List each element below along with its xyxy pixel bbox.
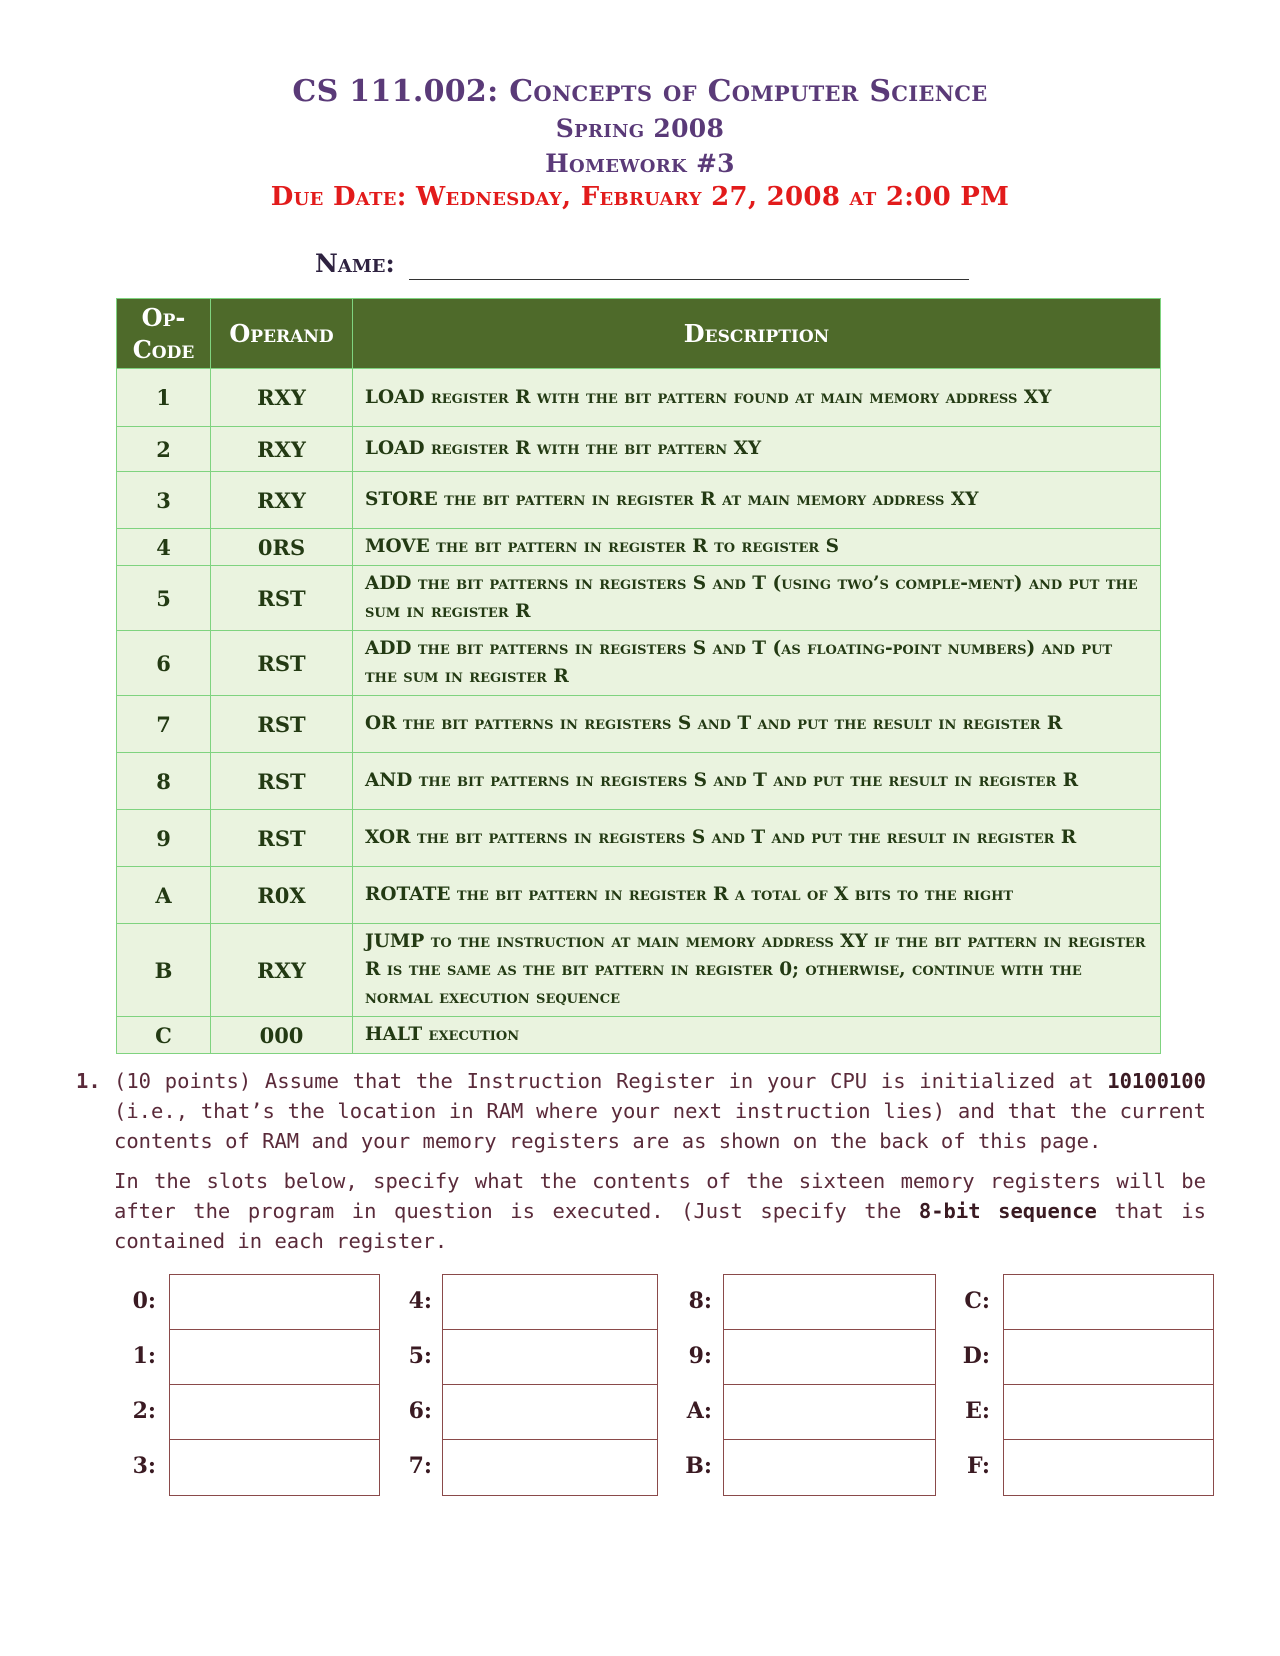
register-answer-box[interactable] — [1003, 1384, 1214, 1441]
col-header-opcode: Op-Code — [117, 299, 211, 369]
register-answer-box[interactable] — [442, 1384, 658, 1441]
operand-cell: RXY — [211, 924, 353, 1017]
operand-cell: RST — [211, 566, 353, 631]
operand-cell: RXY — [211, 472, 353, 529]
description-cell: HALT execution — [353, 1017, 1161, 1054]
opcode-cell: A — [117, 867, 211, 924]
description-cell: MOVE the bit pattern in register R to register S — [353, 529, 1161, 566]
register-answer-box[interactable] — [1003, 1274, 1214, 1331]
register-answer-box[interactable] — [723, 1439, 936, 1496]
question-paragraph-1: (10 points) Assume that the Instruction Register in your CPU is initialized at 10100100 (i.e., that’s the location in RAM where your next instruction lies) and that the current contents of RAM and your memory registers are as shown on the back of this page. — [114, 1069, 1206, 1153]
operand-cell: RST — [211, 753, 353, 810]
operand-cell: RST — [211, 810, 353, 867]
opcode-cell: 9 — [117, 810, 211, 867]
register-answer-box[interactable] — [169, 1274, 380, 1331]
register-label: 6: — [408, 1398, 432, 1424]
name-field-line[interactable] — [409, 279, 969, 280]
register-label: E: — [965, 1398, 990, 1424]
operand-cell: RST — [211, 696, 353, 753]
opcode-cell: B — [117, 924, 211, 1017]
course-title: CS 111.002: Concepts of Computer Science — [292, 74, 988, 109]
table-row — [117, 753, 1161, 810]
register-label: 4: — [408, 1288, 432, 1314]
register-label: 5: — [408, 1343, 432, 1369]
description-cell: ADD the bit patterns in registers S and T (as floating-point numbers) and put the sum in register R — [353, 631, 1161, 696]
register-answer-box[interactable] — [442, 1329, 658, 1386]
table-row — [117, 566, 1161, 631]
description-cell: STORE the bit pattern in register R at main memory address XY — [353, 472, 1161, 529]
register-label: A: — [686, 1398, 712, 1424]
opcode-cell: 6 — [117, 631, 211, 696]
table-row — [117, 924, 1161, 1017]
bit-sequence-emphasis: 8-bit sequence — [918, 1199, 1097, 1223]
table-row — [117, 810, 1161, 867]
due-date: Due Date: Wednesday, February 27, 2008 at 2:00 PM — [270, 182, 1010, 212]
register-label: 1: — [132, 1343, 156, 1369]
register-answer-box[interactable] — [169, 1384, 380, 1441]
col-header-description: Description — [353, 299, 1161, 369]
description-cell: ADD the bit patterns in registers S and T (using two’s comple-ment) and put the sum in register R — [353, 566, 1161, 631]
description-cell: JUMP to the instruction at main memory address XY if the bit pattern in register R is the same as the bit pattern in register 0; otherwise, continue with the normal execution sequence — [353, 924, 1161, 1017]
table-row — [117, 427, 1161, 472]
register-label: B: — [685, 1453, 712, 1479]
register-label: 8: — [688, 1288, 712, 1314]
register-answer-box[interactable] — [723, 1274, 936, 1331]
register-answer-box[interactable] — [169, 1329, 380, 1386]
question-number: 1. — [76, 1069, 101, 1093]
operand-cell: RXY — [211, 427, 353, 472]
col-header-operand: Operand — [211, 299, 353, 369]
table-row — [117, 631, 1161, 696]
register-answer-box[interactable] — [1003, 1329, 1214, 1386]
opcode-cell: 4 — [117, 529, 211, 566]
table-row — [117, 867, 1161, 924]
register-answer-box[interactable] — [723, 1384, 936, 1441]
opcode-cell: 2 — [117, 427, 211, 472]
operand-cell: RXY — [211, 369, 353, 427]
description-cell: AND the bit patterns in registers S and T and put the result in register R — [353, 753, 1161, 810]
register-answer-box[interactable] — [169, 1439, 380, 1496]
operand-cell: R0X — [211, 867, 353, 924]
register-label: 3: — [132, 1453, 156, 1479]
register-answer-box[interactable] — [723, 1329, 936, 1386]
register-label: 2: — [132, 1398, 156, 1424]
table-row — [117, 472, 1161, 529]
register-label: C: — [964, 1288, 990, 1314]
table-row — [117, 696, 1161, 753]
table-body — [117, 369, 1161, 1054]
table-row — [117, 529, 1161, 566]
table-header-row — [117, 299, 1161, 369]
operand-cell: RST — [211, 631, 353, 696]
register-label: D: — [962, 1343, 990, 1369]
term: Spring 2008 — [555, 114, 725, 143]
register-label: F: — [967, 1453, 990, 1479]
description-cell: XOR the bit patterns in registers S and T and put the result in register R — [353, 810, 1161, 867]
table-row — [117, 369, 1161, 427]
operand-cell: 0RS — [211, 529, 353, 566]
opcode-table — [116, 298, 1161, 1054]
register-answer-box[interactable] — [1003, 1439, 1214, 1496]
opcode-cell: C — [117, 1017, 211, 1054]
register-answer-box[interactable] — [442, 1439, 658, 1496]
register-label: 0: — [132, 1288, 156, 1314]
name-label: Name: — [315, 249, 395, 278]
description-cell: ROTATE the bit pattern in register R a total of X bits to the right — [353, 867, 1161, 924]
opcode-cell: 1 — [117, 369, 211, 427]
question-paragraph-2: In the slots below, specify what the contents of the sixteen memory registers will be after the program in question is executed. (Just specify the 8-bit sequence that is contained in each register. — [114, 1169, 1206, 1253]
opcode-cell: 3 — [117, 472, 211, 529]
description-cell: LOAD register R with the bit pattern found at main memory address XY — [353, 369, 1161, 427]
initial-address: 10100100 — [1107, 1069, 1206, 1093]
register-answer-box[interactable] — [442, 1274, 658, 1331]
opcode-cell: 7 — [117, 696, 211, 753]
question-1 — [76, 1066, 1206, 1256]
description-cell: LOAD register R with the bit pattern XY — [353, 427, 1161, 472]
operand-cell: 000 — [211, 1017, 353, 1054]
register-label: 7: — [408, 1453, 432, 1479]
table-row — [117, 1017, 1161, 1054]
assignment-title: Homework #3 — [545, 149, 735, 178]
description-cell: OR the bit patterns in registers S and T and put the result in register R — [353, 696, 1161, 753]
name-row — [315, 249, 975, 283]
register-label: 9: — [688, 1343, 712, 1369]
opcode-cell: 8 — [117, 753, 211, 810]
opcode-cell: 5 — [117, 566, 211, 631]
